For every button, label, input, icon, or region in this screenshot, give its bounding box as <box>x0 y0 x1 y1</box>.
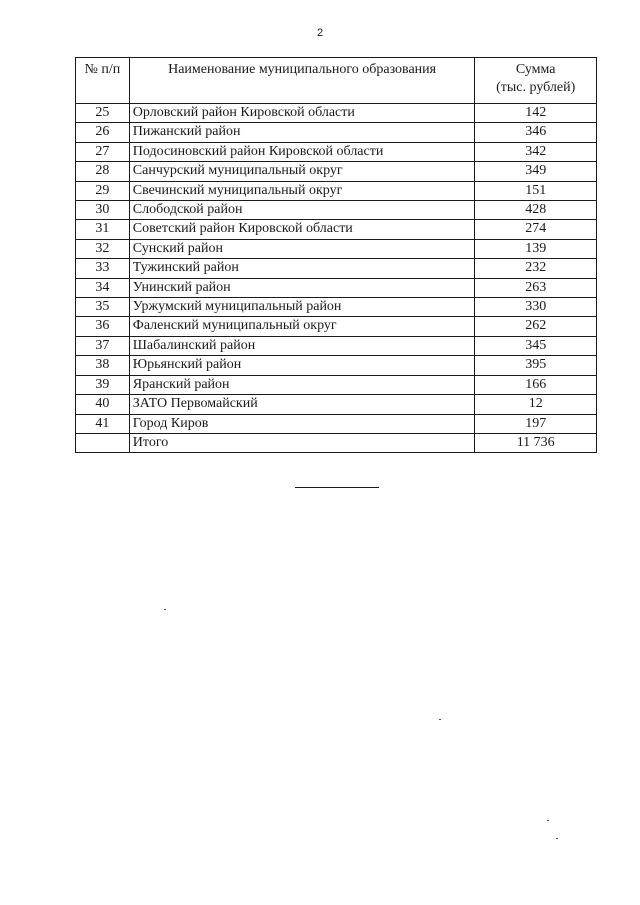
total-sum: 11 736 <box>475 433 597 452</box>
table-row <box>76 104 597 123</box>
row-sum: 274 <box>475 220 597 239</box>
table-row <box>76 375 597 394</box>
row-name: ЗАТО Первомайский <box>129 395 475 414</box>
row-sum: 142 <box>475 104 597 123</box>
municipality-sum-table <box>75 57 597 453</box>
table-row <box>76 220 597 239</box>
row-sum: 262 <box>475 317 597 336</box>
table-row <box>76 414 597 433</box>
table-row <box>76 201 597 220</box>
header-number: № п/п <box>76 58 130 104</box>
table-row <box>76 317 597 336</box>
row-name: Пижанский район <box>129 123 475 142</box>
row-sum: 346 <box>475 123 597 142</box>
row-number: 26 <box>76 123 130 142</box>
table-row <box>76 181 597 200</box>
total-number <box>76 433 130 452</box>
row-name: Унинский район <box>129 278 475 297</box>
row-number: 30 <box>76 201 130 220</box>
row-sum: 342 <box>475 142 597 161</box>
row-name: Подосиновский район Кировской области <box>129 142 475 161</box>
row-sum: 345 <box>475 336 597 355</box>
table-body <box>76 104 597 453</box>
row-number: 31 <box>76 220 130 239</box>
table-header-row <box>76 58 597 104</box>
row-number: 39 <box>76 375 130 394</box>
row-sum: 428 <box>475 201 597 220</box>
row-number: 32 <box>76 239 130 258</box>
row-number: 34 <box>76 278 130 297</box>
row-name: Город Киров <box>129 414 475 433</box>
row-name: Советский район Кировской области <box>129 220 475 239</box>
table-row <box>76 336 597 355</box>
row-name: Свечинский муниципальный округ <box>129 181 475 200</box>
table-row <box>76 239 597 258</box>
row-name: Шабалинский район <box>129 336 475 355</box>
closing-separator-line <box>295 487 379 488</box>
header-sum-unit: (тыс. рублей) <box>496 80 576 96</box>
row-sum: 166 <box>475 375 597 394</box>
total-label: Итого <box>129 433 475 452</box>
row-number: 33 <box>76 259 130 278</box>
row-name: Слободской район <box>129 201 475 220</box>
row-name: Яранский район <box>129 375 475 394</box>
row-number: 41 <box>76 414 130 433</box>
table-row <box>76 142 597 161</box>
header-name: Наименование муниципального образования <box>129 58 475 104</box>
scan-speck <box>556 838 558 839</box>
scan-speck <box>164 609 166 610</box>
row-name: Фаленский муниципальный округ <box>129 317 475 336</box>
row-number: 38 <box>76 356 130 375</box>
row-name: Юрьянский район <box>129 356 475 375</box>
table-row <box>76 123 597 142</box>
row-number: 40 <box>76 395 130 414</box>
scan-speck <box>547 820 549 821</box>
table-row <box>76 298 597 317</box>
row-name: Тужинский район <box>129 259 475 278</box>
row-sum: 197 <box>475 414 597 433</box>
row-name: Уржумский муниципальный район <box>129 298 475 317</box>
row-name: Сунский район <box>129 239 475 258</box>
row-name: Санчурский муниципальный округ <box>129 162 475 181</box>
row-sum: 151 <box>475 181 597 200</box>
table-row <box>76 356 597 375</box>
row-number: 29 <box>76 181 130 200</box>
row-sum: 395 <box>475 356 597 375</box>
row-number: 25 <box>76 104 130 123</box>
row-number: 37 <box>76 336 130 355</box>
scan-speck <box>439 719 441 720</box>
table-row <box>76 162 597 181</box>
header-sum <box>475 58 597 104</box>
table-row <box>76 278 597 297</box>
row-sum: 232 <box>475 259 597 278</box>
row-number: 35 <box>76 298 130 317</box>
row-name: Орловский район Кировской области <box>129 104 475 123</box>
page-number: 2 <box>316 27 324 39</box>
row-number: 27 <box>76 142 130 161</box>
row-sum: 349 <box>475 162 597 181</box>
table-row <box>76 259 597 278</box>
table-row <box>76 395 597 414</box>
row-number: 28 <box>76 162 130 181</box>
row-sum: 12 <box>475 395 597 414</box>
row-number: 36 <box>76 317 130 336</box>
row-sum: 330 <box>475 298 597 317</box>
row-sum: 139 <box>475 239 597 258</box>
header-sum-title: Сумма <box>515 62 556 77</box>
total-row <box>76 433 597 452</box>
row-sum: 263 <box>475 278 597 297</box>
